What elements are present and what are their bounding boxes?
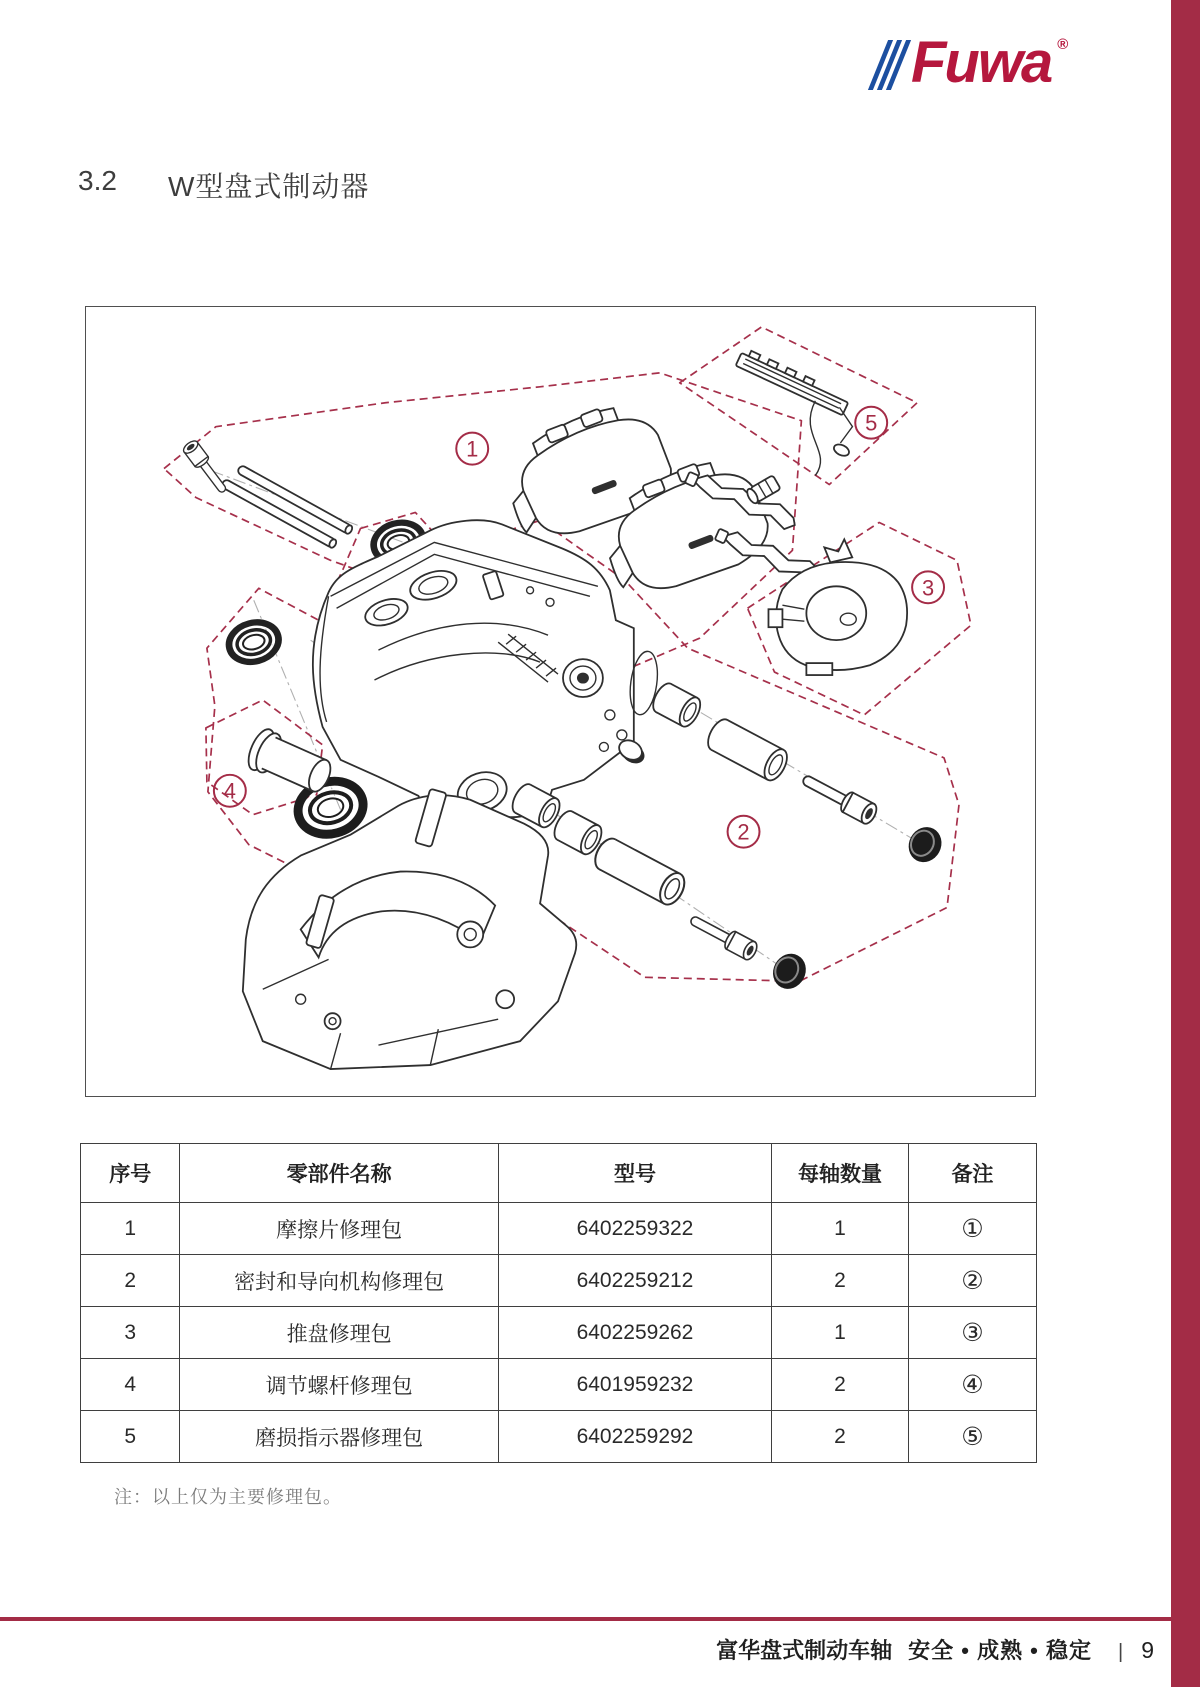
cell-part-name: 推盘修理包 (180, 1307, 498, 1359)
exploded-diagram (85, 306, 1036, 1097)
cell-index: 3 (81, 1307, 180, 1359)
svg-text:2: 2 (737, 819, 750, 845)
page-number: 9 (1141, 1637, 1154, 1663)
diagram-label-3 (912, 571, 944, 603)
diagram-label-2 (728, 816, 760, 848)
svg-text:1: 1 (466, 436, 479, 462)
section-heading (78, 165, 369, 205)
cell-model: 6402259262 (498, 1307, 771, 1359)
diagram-label-5 (855, 407, 887, 439)
diagram-label-1 (456, 433, 488, 465)
cell-part-name: 密封和导向机构修理包 (180, 1255, 498, 1307)
section-number: 3.2 (78, 165, 117, 196)
svg-text:5: 5 (865, 410, 878, 436)
cell-remark: ④ (908, 1359, 1036, 1411)
cell-remark: ① (908, 1203, 1036, 1255)
exploded-diagram-svg (86, 307, 1035, 1096)
part-caliper-body (313, 520, 661, 822)
cell-index: 1 (81, 1203, 180, 1255)
cell-qty: 2 (772, 1359, 909, 1411)
cell-index: 4 (81, 1359, 180, 1411)
footer-brand-text: 富华盘式制动车轴 (716, 1638, 893, 1663)
cell-qty: 1 (772, 1307, 909, 1359)
col-header-qty-per-axle: 每轴数量 (772, 1144, 909, 1203)
part-carrier-bracket (243, 789, 576, 1069)
col-header-model: 型号 (498, 1144, 771, 1203)
table-row (81, 1255, 1037, 1307)
col-header-index: 序号 (81, 1144, 180, 1203)
cell-remark: ③ (908, 1307, 1036, 1359)
diagram-label-4 (214, 775, 246, 807)
logo-text: Fuwa (911, 30, 1052, 95)
cell-qty: 2 (772, 1411, 909, 1463)
svg-text:4: 4 (223, 778, 236, 804)
cell-model: 6402259212 (498, 1255, 771, 1307)
section-title: W型盘式制动器 (168, 171, 370, 202)
svg-text:3: 3 (921, 575, 935, 601)
table-footnote: 注：以上仅为主要修理包。 (114, 1487, 342, 1507)
cell-part-name: 磨损指示器修理包 (180, 1411, 498, 1463)
col-header-remark: 备注 (908, 1144, 1036, 1203)
table-row (81, 1359, 1037, 1411)
cell-part-name: 调节螺杆修理包 (180, 1359, 498, 1411)
cell-model: 6402259292 (498, 1411, 771, 1463)
cell-index: 2 (81, 1255, 180, 1307)
footer-divider-line (0, 1617, 1171, 1621)
part-adjuster-sleeve (243, 726, 336, 800)
logo-stripes-icon (878, 40, 905, 90)
footer-slogan: 安全 • 成熟 • 稳定 (908, 1638, 1092, 1663)
page-footer (716, 1634, 1154, 1665)
footer-separator: | (1118, 1641, 1124, 1663)
col-header-part-name: 零部件名称 (180, 1144, 498, 1203)
fuwa-logo (878, 30, 1068, 96)
cell-qty: 1 (772, 1203, 909, 1255)
cell-model: 6401959232 (498, 1359, 771, 1411)
part-guide-pins (181, 439, 353, 549)
cell-remark: ⑤ (908, 1411, 1036, 1463)
table-row (81, 1411, 1037, 1463)
parts-table (80, 1143, 1037, 1463)
cell-index: 5 (81, 1411, 180, 1463)
cell-model: 6402259322 (498, 1203, 771, 1255)
cell-remark: ② (908, 1255, 1036, 1307)
registered-trademark-icon: ® (1057, 36, 1069, 53)
cell-qty: 2 (772, 1255, 909, 1307)
page-edge-bar (1171, 0, 1200, 1687)
cell-part-name: 摩擦片修理包 (180, 1203, 498, 1255)
table-header-row (81, 1144, 1037, 1203)
table-row (81, 1203, 1037, 1255)
table-row (81, 1307, 1037, 1359)
